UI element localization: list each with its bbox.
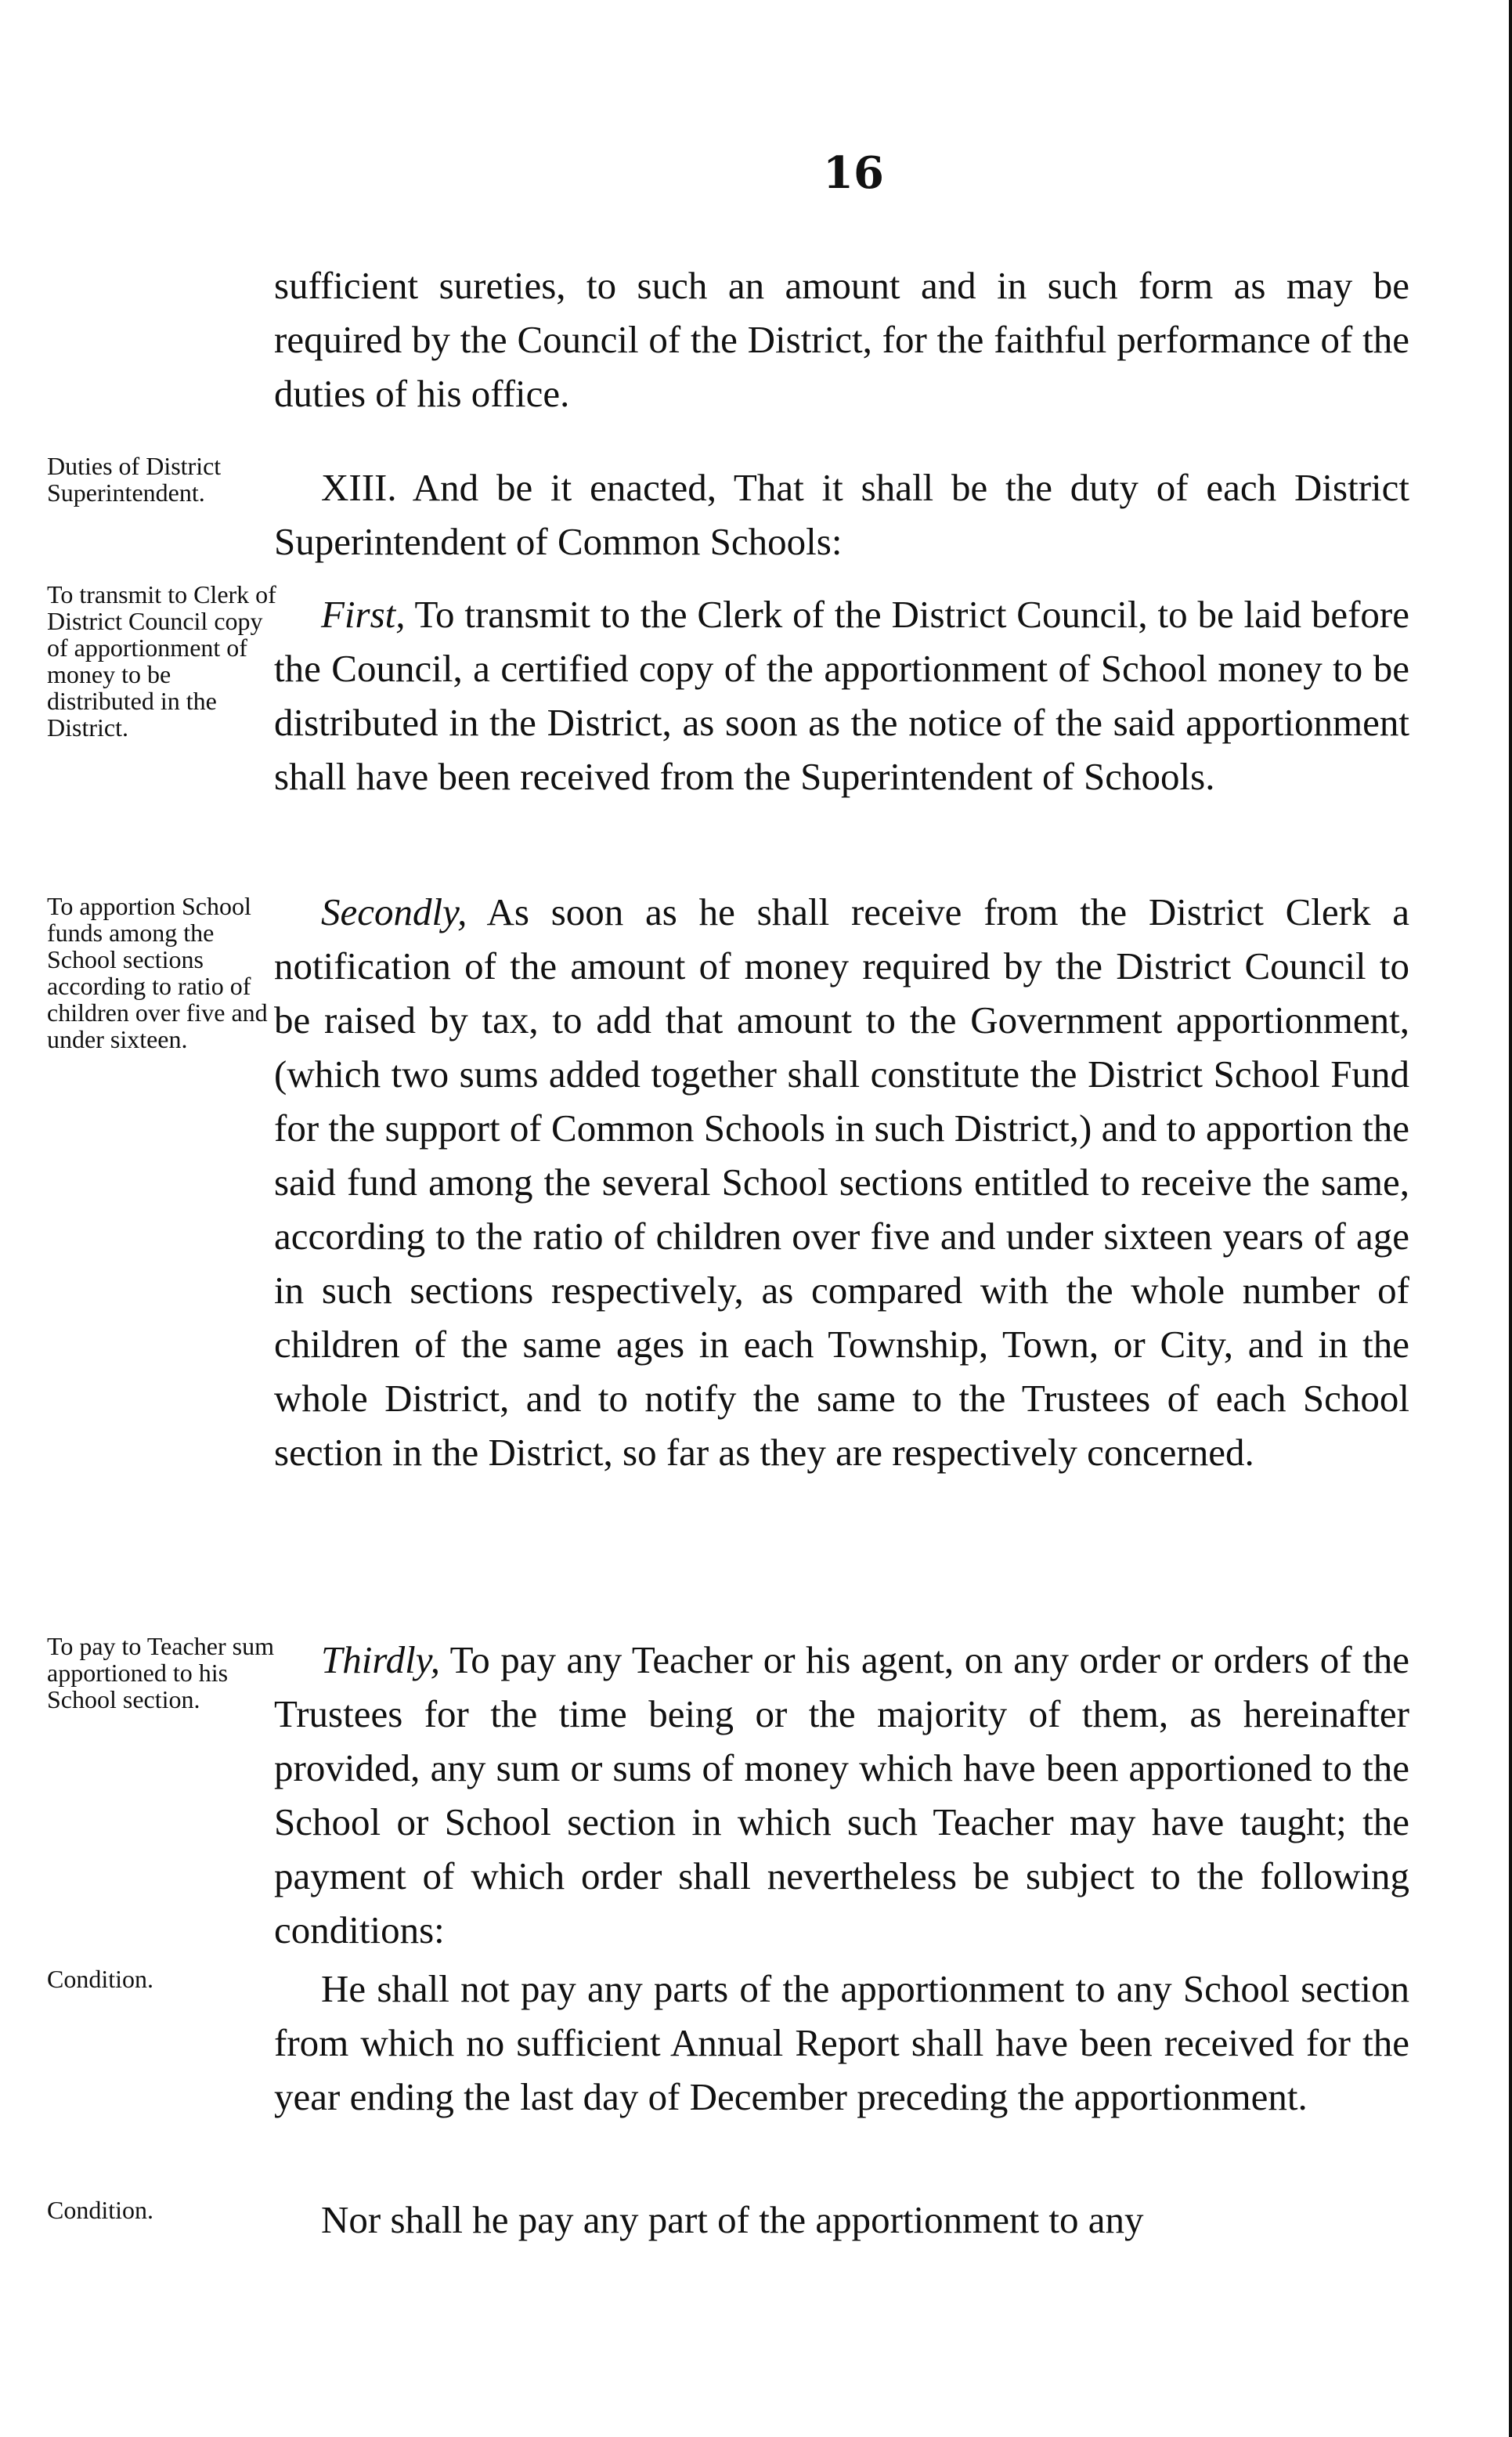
margin-note-condition-2: Condition.	[47, 2196, 154, 2224]
paragraph-secondly-lead: Secondly,	[321, 890, 467, 933]
paragraph-thirdly-text: To pay any Teacher or his agent, on any order or orders of the Trustees for the time being or the majority of them, as hereinafter provided, any sum or sums of money which have been apportioned to the School or School section in which such Teacher may have taught; the payment of which order shall nevertheless be subject to the following conditions:	[274, 1638, 1409, 1951]
margin-note-pay-teacher: To pay to Teacher sum apportioned to his School section.	[47, 1632, 274, 1713]
page-number: 16	[823, 147, 884, 199]
paragraph-first-text: To transmit to the Clerk of the District Council, to be laid before the Council, a certified copy of the apportionment of School money to be distributed in the District, as soon as the notice of the said apportionment shall have been received from the Superintendent of Schools.	[274, 593, 1409, 798]
paragraph-sureties: sufficient sureties, to such an amount and in such form as may be required by the Council of the District, for the faithful performance of the duties of his office.	[274, 264, 1409, 415]
paragraph-thirdly-lead: Thirdly,	[321, 1638, 441, 1681]
paragraph-thirdly	[274, 1633, 1409, 1957]
margin-note-duties: Duties of District Superintendent.	[47, 452, 222, 507]
paragraph-section-xiii: XIII. And be it enacted, That it shall be the duty of each District Superintendent of Common Schools:	[274, 466, 1409, 563]
margin-note-condition-1: Condition.	[47, 1965, 154, 1993]
paragraph-first-lead: First,	[321, 593, 406, 636]
margin-note-apportion: To apportion School funds among the School sections according to ratio of children over five and under sixteen.	[47, 892, 268, 1053]
paragraph-condition-final: Nor shall he pay any part of the apportionment to any	[321, 2198, 1144, 2241]
margin-note-transmit: To transmit to Clerk of District Council copy of apportionment of money to be distributed in the District.	[47, 580, 276, 742]
paragraph-secondly	[274, 885, 1409, 1479]
page-edge-rule	[1509, 0, 1512, 2437]
paragraph-condition-report: He shall not pay any parts of the apportionment to any School section from which no sufficient Annual Report shall have been received for the year ending the last day of December preceding the apportionment.	[274, 1967, 1409, 2118]
paragraph-secondly-text: As soon as he shall receive from the District Clerk a notification of the amount of money required by the District Council to be raised by tax, to add that amount to the Government apportionment, (which two sums added together shall constitute the District School Fund for the support of Common Schools in such District,) and to apportion the said fund among the several School sections entitled to receive the same, according to the ratio of children over five and under sixteen years of age in such sections respectively, as compared with the whole number of children of the same ages in each Township, Town, or City, and in the whole District, and to notify the same to the Trustees of each School section in the District, so far as they are respectively concerned.	[274, 890, 1409, 1474]
paragraph-first	[274, 587, 1409, 803]
